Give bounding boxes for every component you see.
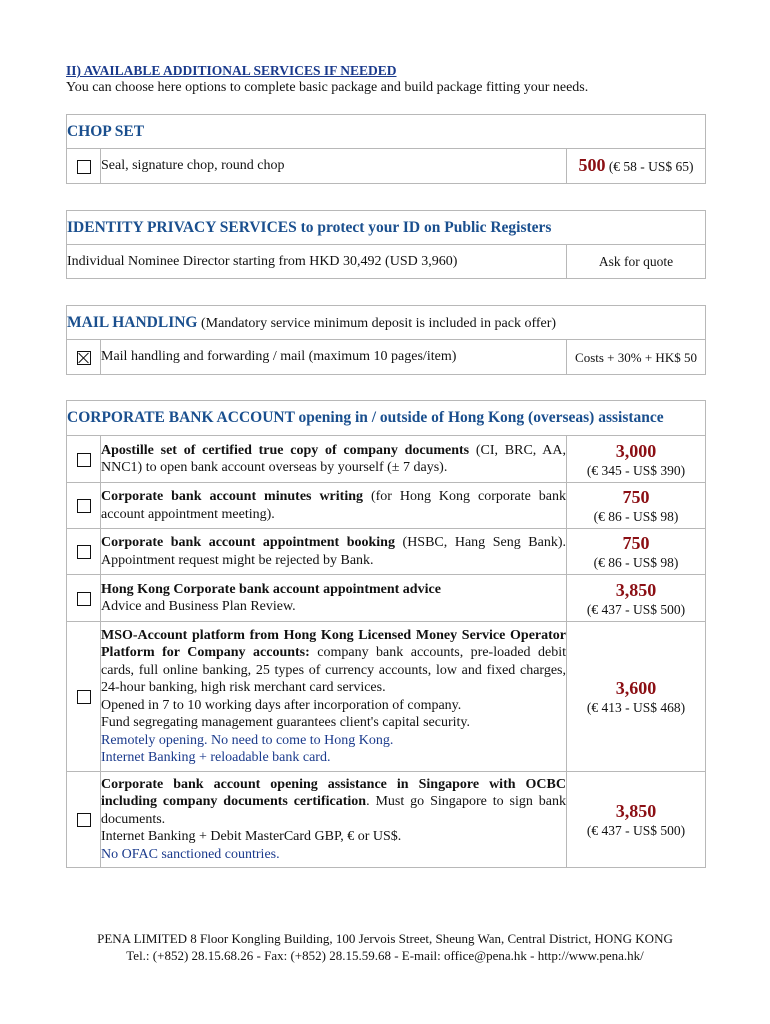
singapore-line2: Internet Banking + Debit MasterCard GBP, € or US$. bbox=[101, 829, 402, 845]
mail-handling-note: (Mandatory service minimum deposit is included in pack offer) bbox=[197, 315, 557, 331]
section-heading bbox=[66, 62, 706, 97]
bank-account-table bbox=[66, 400, 706, 868]
nominee-director-price: Ask for quote bbox=[567, 245, 706, 279]
booking-text: (HSBC, Hang Seng Bank). Appointment request might be rejected by Bank. bbox=[101, 535, 566, 568]
advice-price: 3,850 bbox=[615, 579, 657, 600]
mso-checkbox[interactable] bbox=[77, 690, 91, 704]
apostille-price: 3,000 bbox=[615, 440, 657, 461]
booking-title: Corporate bank account appointment booking bbox=[101, 535, 395, 550]
minutes-checkbox[interactable] bbox=[77, 499, 91, 513]
advice-checkbox[interactable] bbox=[77, 592, 91, 606]
singapore-title: Corporate bank account opening assistance in Singapore with OCBC including company documents certification bbox=[101, 776, 566, 810]
table-row bbox=[67, 483, 706, 529]
singapore-text: . Must go Singapore to sign bank documents. bbox=[101, 794, 566, 827]
chop-set-price: 500 bbox=[578, 155, 606, 175]
table-row bbox=[67, 772, 706, 868]
singapore-price-sub: (€ 437 - US$ 500) bbox=[586, 823, 686, 838]
booking-price-sub: (€ 86 - US$ 98) bbox=[593, 555, 679, 570]
section-title: II) AVAILABLE ADDITIONAL SERVICES IF NEEDED bbox=[66, 63, 397, 78]
mso-price: 3,600 bbox=[615, 678, 657, 698]
singapore-price: 3,850 bbox=[615, 801, 657, 821]
minutes-text: (for Hong Kong corporate bank account appointment meeting). bbox=[101, 489, 566, 522]
advice-checkbox-cell[interactable] bbox=[67, 575, 101, 622]
advice-line2: Advice and Business Plan Review. bbox=[101, 599, 296, 614]
chop-set-label: Seal, signature chop, round chop bbox=[101, 149, 567, 184]
advice-description bbox=[101, 575, 567, 622]
singapore-description bbox=[101, 772, 567, 868]
chop-set-title: CHOP SET bbox=[67, 115, 706, 149]
apostille-price-cell bbox=[567, 436, 706, 483]
mail-handling-checkbox[interactable] bbox=[77, 351, 91, 365]
mso-title: MSO-Account platform from Hong Kong Licensed Money Service Operator Platform for Company accounts: bbox=[101, 627, 566, 660]
chop-set-table bbox=[66, 114, 706, 184]
mso-line3: Fund segregating management guarantees client's capital security. bbox=[101, 715, 470, 730]
table-row bbox=[67, 436, 706, 483]
singapore-checkbox[interactable] bbox=[77, 813, 91, 827]
mail-handling-checkbox-cell[interactable] bbox=[67, 340, 101, 375]
booking-checkbox[interactable] bbox=[77, 545, 91, 559]
apostille-price-sub: (€ 345 - US$ 390) bbox=[586, 462, 686, 478]
mso-price-sub: (€ 413 - US$ 468) bbox=[586, 700, 686, 715]
booking-description bbox=[101, 529, 567, 575]
identity-privacy-title: IDENTITY PRIVACY SERVICES to protect your ID on Public Registers bbox=[67, 211, 706, 245]
mso-line2: Opened in 7 to 10 working days after incorporation of company. bbox=[101, 697, 462, 713]
booking-price-cell bbox=[567, 529, 706, 575]
table-row bbox=[67, 575, 706, 622]
apostille-checkbox-cell[interactable] bbox=[67, 436, 101, 483]
booking-checkbox-cell[interactable] bbox=[67, 529, 101, 575]
advice-price-sub: (€ 437 - US$ 500) bbox=[586, 601, 686, 617]
minutes-checkbox-cell[interactable] bbox=[67, 483, 101, 529]
mso-description bbox=[101, 622, 567, 772]
mail-handling-title-cell bbox=[67, 306, 706, 340]
minutes-price-sub: (€ 86 - US$ 98) bbox=[593, 509, 679, 524]
identity-privacy-table bbox=[66, 210, 706, 279]
minutes-title: Corporate bank account minutes writing bbox=[101, 489, 363, 504]
minutes-price: 750 bbox=[622, 487, 650, 507]
mso-banking-note: Internet Banking + reloadable bank card. bbox=[101, 750, 331, 765]
apostille-description bbox=[101, 436, 567, 483]
advice-price-cell bbox=[567, 575, 706, 622]
chop-set-checkbox[interactable] bbox=[77, 160, 91, 174]
footer-contact: Tel.: (+852) 28.15.68.26 - Fax: (+852) 28.15.59.68 - E-mail: office@pena.hk - http://www.pena.hk/ bbox=[126, 948, 644, 963]
bank-account-title: CORPORATE BANK ACCOUNT opening in / outside of Hong Kong (overseas) assistance bbox=[67, 401, 706, 436]
footer-address: PENA LIMITED 8 Floor Kongling Building, 100 Jervois Street, Sheung Wan, Central District, HONG KONG bbox=[97, 931, 673, 946]
mail-handling-price: Costs + 30% + HK$ 50 bbox=[567, 340, 706, 375]
minutes-description bbox=[101, 483, 567, 529]
advice-title: Hong Kong Corporate bank account appointment advice bbox=[101, 581, 441, 597]
table-row bbox=[67, 529, 706, 575]
apostille-title: Apostille set of certified true copy of company documents bbox=[101, 442, 470, 458]
apostille-text: (CI, BRC, AA, NNC1) to open bank account overseas by yourself (± 7 days). bbox=[101, 442, 567, 475]
mso-text: company bank accounts, pre-loaded debit cards, full online banking, 25 types of currency accounts, low and fixed charges, 24-hour banking, high risk merchant card services. bbox=[101, 645, 566, 695]
booking-price: 750 bbox=[622, 533, 650, 553]
mso-checkbox-cell[interactable] bbox=[67, 622, 101, 772]
chop-set-price-sub: (€ 58 - US$ 65) bbox=[605, 159, 694, 174]
singapore-checkbox-cell[interactable] bbox=[67, 772, 101, 868]
apostille-checkbox[interactable] bbox=[77, 453, 91, 467]
mail-handling-title: MAIL HANDLING bbox=[67, 313, 198, 331]
nominee-director-label: Individual Nominee Director starting from HKD 30,492 (USD 3,960) bbox=[67, 245, 567, 279]
section-subtitle: You can choose here options to complete basic package and build package fitting your needs. bbox=[66, 80, 589, 95]
mso-price-cell bbox=[567, 622, 706, 772]
mso-remote-note: Remotely opening. No need to come to Hong Kong. bbox=[101, 732, 394, 748]
footer bbox=[0, 930, 770, 964]
singapore-ofac-note: No OFAC sanctioned countries. bbox=[101, 846, 280, 862]
singapore-price-cell bbox=[567, 772, 706, 868]
table-row bbox=[67, 622, 706, 772]
chop-set-price-cell bbox=[567, 149, 706, 184]
minutes-price-cell bbox=[567, 483, 706, 529]
mail-handling-label: Mail handling and forwarding / mail (maximum 10 pages/item) bbox=[101, 340, 567, 375]
mail-handling-table bbox=[66, 305, 706, 375]
chop-set-checkbox-cell[interactable] bbox=[67, 149, 101, 184]
